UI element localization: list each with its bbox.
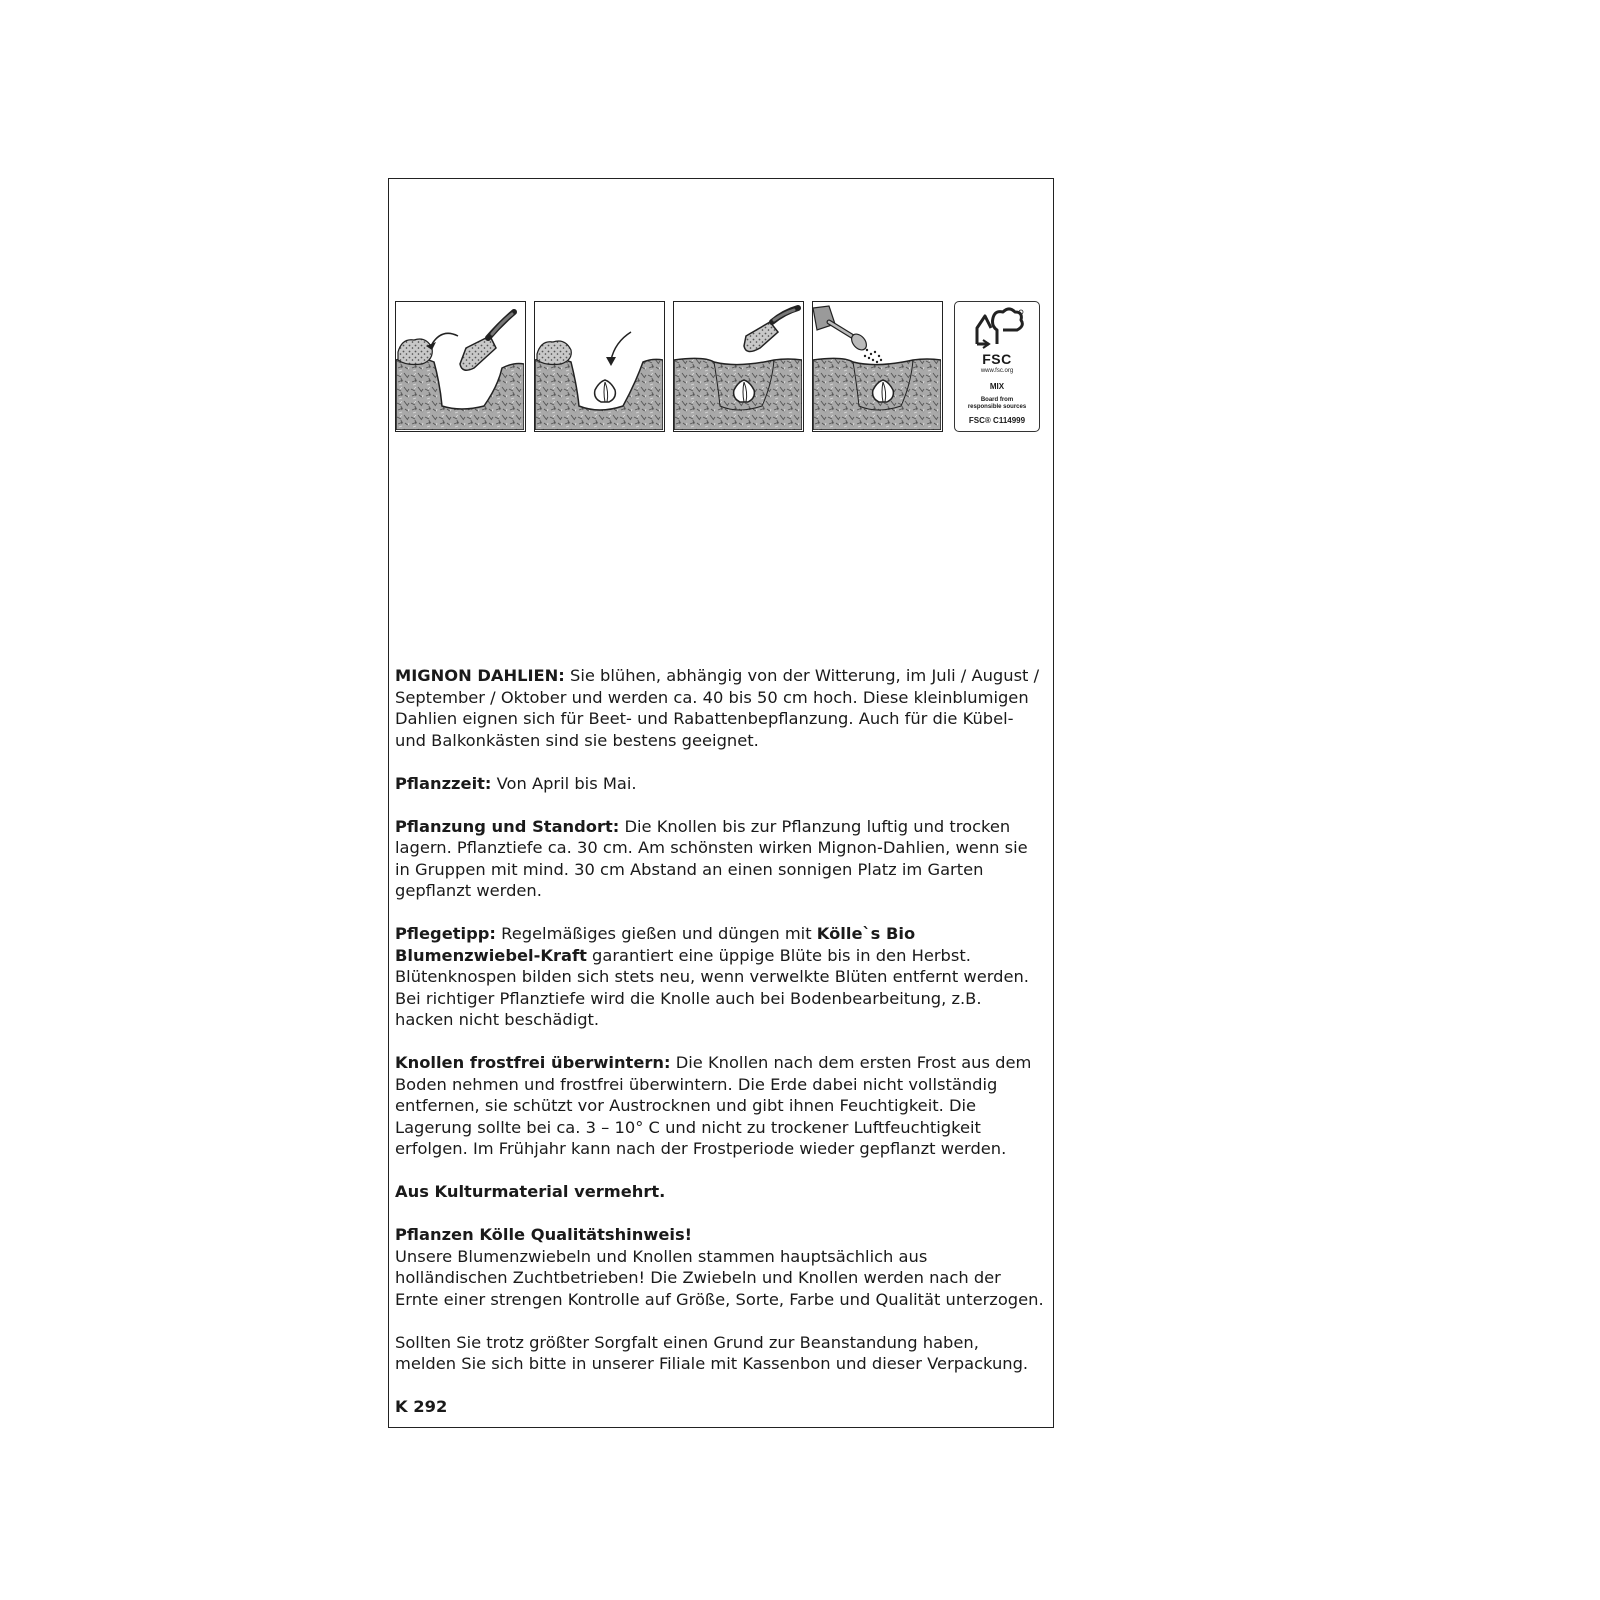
- complaint-paragraph: Sollten Sie trotz größter Sorgfalt einen Grund zur Beanstandung haben, melden Sie sich bitte in unserer Filiale mit Kassenbon und dieser Verpackung.: [395, 1332, 1029, 1373]
- fsc-mix-text: MIX: [989, 382, 1005, 391]
- fsc-brand-text: FSC: [982, 351, 1012, 367]
- winter-title: Knollen frostfrei überwintern:: [395, 1053, 671, 1072]
- intro-paragraph: MIGNON DAHLIEN: Sie blühen, abhängig von der Witterung, im Juli / August / September / Oktober und werden ca. 40 bis 50 cm hoch. Diese kleinblumigen Dahlien eignen sich für Beet- und Rabattenbepflanzung. Auch für die Kübel- und Balkonkästen sind sie bestens geeignet.: [395, 666, 1040, 750]
- article-code: K 292: [395, 1397, 448, 1416]
- place-bulb-icon: [535, 302, 663, 430]
- step-dig-hole-panel: [395, 301, 526, 432]
- fsc-url-text: www.fsc.org: [980, 368, 1014, 374]
- planting-site-title: Pflanzung und Standort:: [395, 816, 620, 836]
- cover-soil-icon: [674, 302, 802, 430]
- planting-time-paragraph: Pflanzzeit: Von April bis Mai.: [395, 773, 637, 793]
- winter-paragraph: Knollen frostfrei überwintern: Die Knollen nach dem ersten Frost aus dem Boden nehmen und frostfrei überwintern. Die Erde dabei nicht vollständig entfernen, sie schützt vor Austrocknen und gibt ihnen Feuchtigkeit. Die Lagerung sollte bei ca. 3 – 10° C und nicht zu trockener Luftfeuchtigkeit erfolgen. Im Frühjahr kann nach der Frostperiode wieder gepflanzt werden.: [395, 1053, 1032, 1158]
- care-paragraph: Pflegetipp: Regelmäßiges gießen und düngen mit Kölle`s Bio Blumenzwiebel-Kraft garantiert eine üppige Blüte bis in den Herbst. Blütenknospen bilden sich stets neu, wenn verwelkte Blüten entfernt werden. Bei richtiger Pflanztiefe wird die Knolle auch bei Bodenbearbeitung, z.B. hacken nicht beschädigt.: [395, 924, 1029, 1029]
- step-place-bulb-panel: [534, 301, 665, 432]
- article-code-paragraph: [395, 1396, 1045, 1418]
- propagation-paragraph: Aus Kulturmaterial vermehrt.: [395, 1182, 666, 1201]
- water-icon: [813, 302, 941, 430]
- fsc-board-text: Board from responsible sources: [967, 397, 1027, 410]
- fsc-tree-icon: [955, 304, 1039, 352]
- fsc-license-code: FSC® C114999: [968, 416, 1026, 425]
- care-product: Kölle`s Bio Blumenzwiebel-Kraft: [395, 924, 916, 965]
- quality-title: Pflanzen Kölle Qualitätshinweis!: [395, 1225, 693, 1244]
- planting-time-title: Pflanzzeit:: [395, 773, 492, 793]
- planting-site-paragraph: Pflanzung und Standort: Die Knollen bis zur Pflanzung luftig und trocken lagern. Pflanztiefe ca. 30 cm. Am schönsten wirken Mignon-Dahlien, wenn sie in Gruppen mit mind. 30 cm Abstand an einen sonnigen Platz im Garten gepflanzt werden.: [395, 816, 1028, 900]
- dig-hole-icon: [396, 302, 524, 430]
- description-text: [395, 665, 1045, 1439]
- care-title: Pflegetipp:: [395, 924, 496, 943]
- step-water-panel: [812, 301, 943, 432]
- step-cover-soil-panel: [673, 301, 804, 432]
- intro-title: MIGNON DAHLIEN:: [395, 666, 565, 685]
- quality-paragraph: Pflanzen Kölle Qualitätshinweis! Unsere Blumenzwiebeln und Knollen stammen hauptsächlich aus holländischen Zuchtbetrieben! Die Zwiebeln und Knollen werden nach der Ernte einer strengen Kontrolle auf Größe, Sorte, Farbe und Qualität unterzogen.: [395, 1225, 1044, 1309]
- fsc-logo: [954, 301, 1040, 432]
